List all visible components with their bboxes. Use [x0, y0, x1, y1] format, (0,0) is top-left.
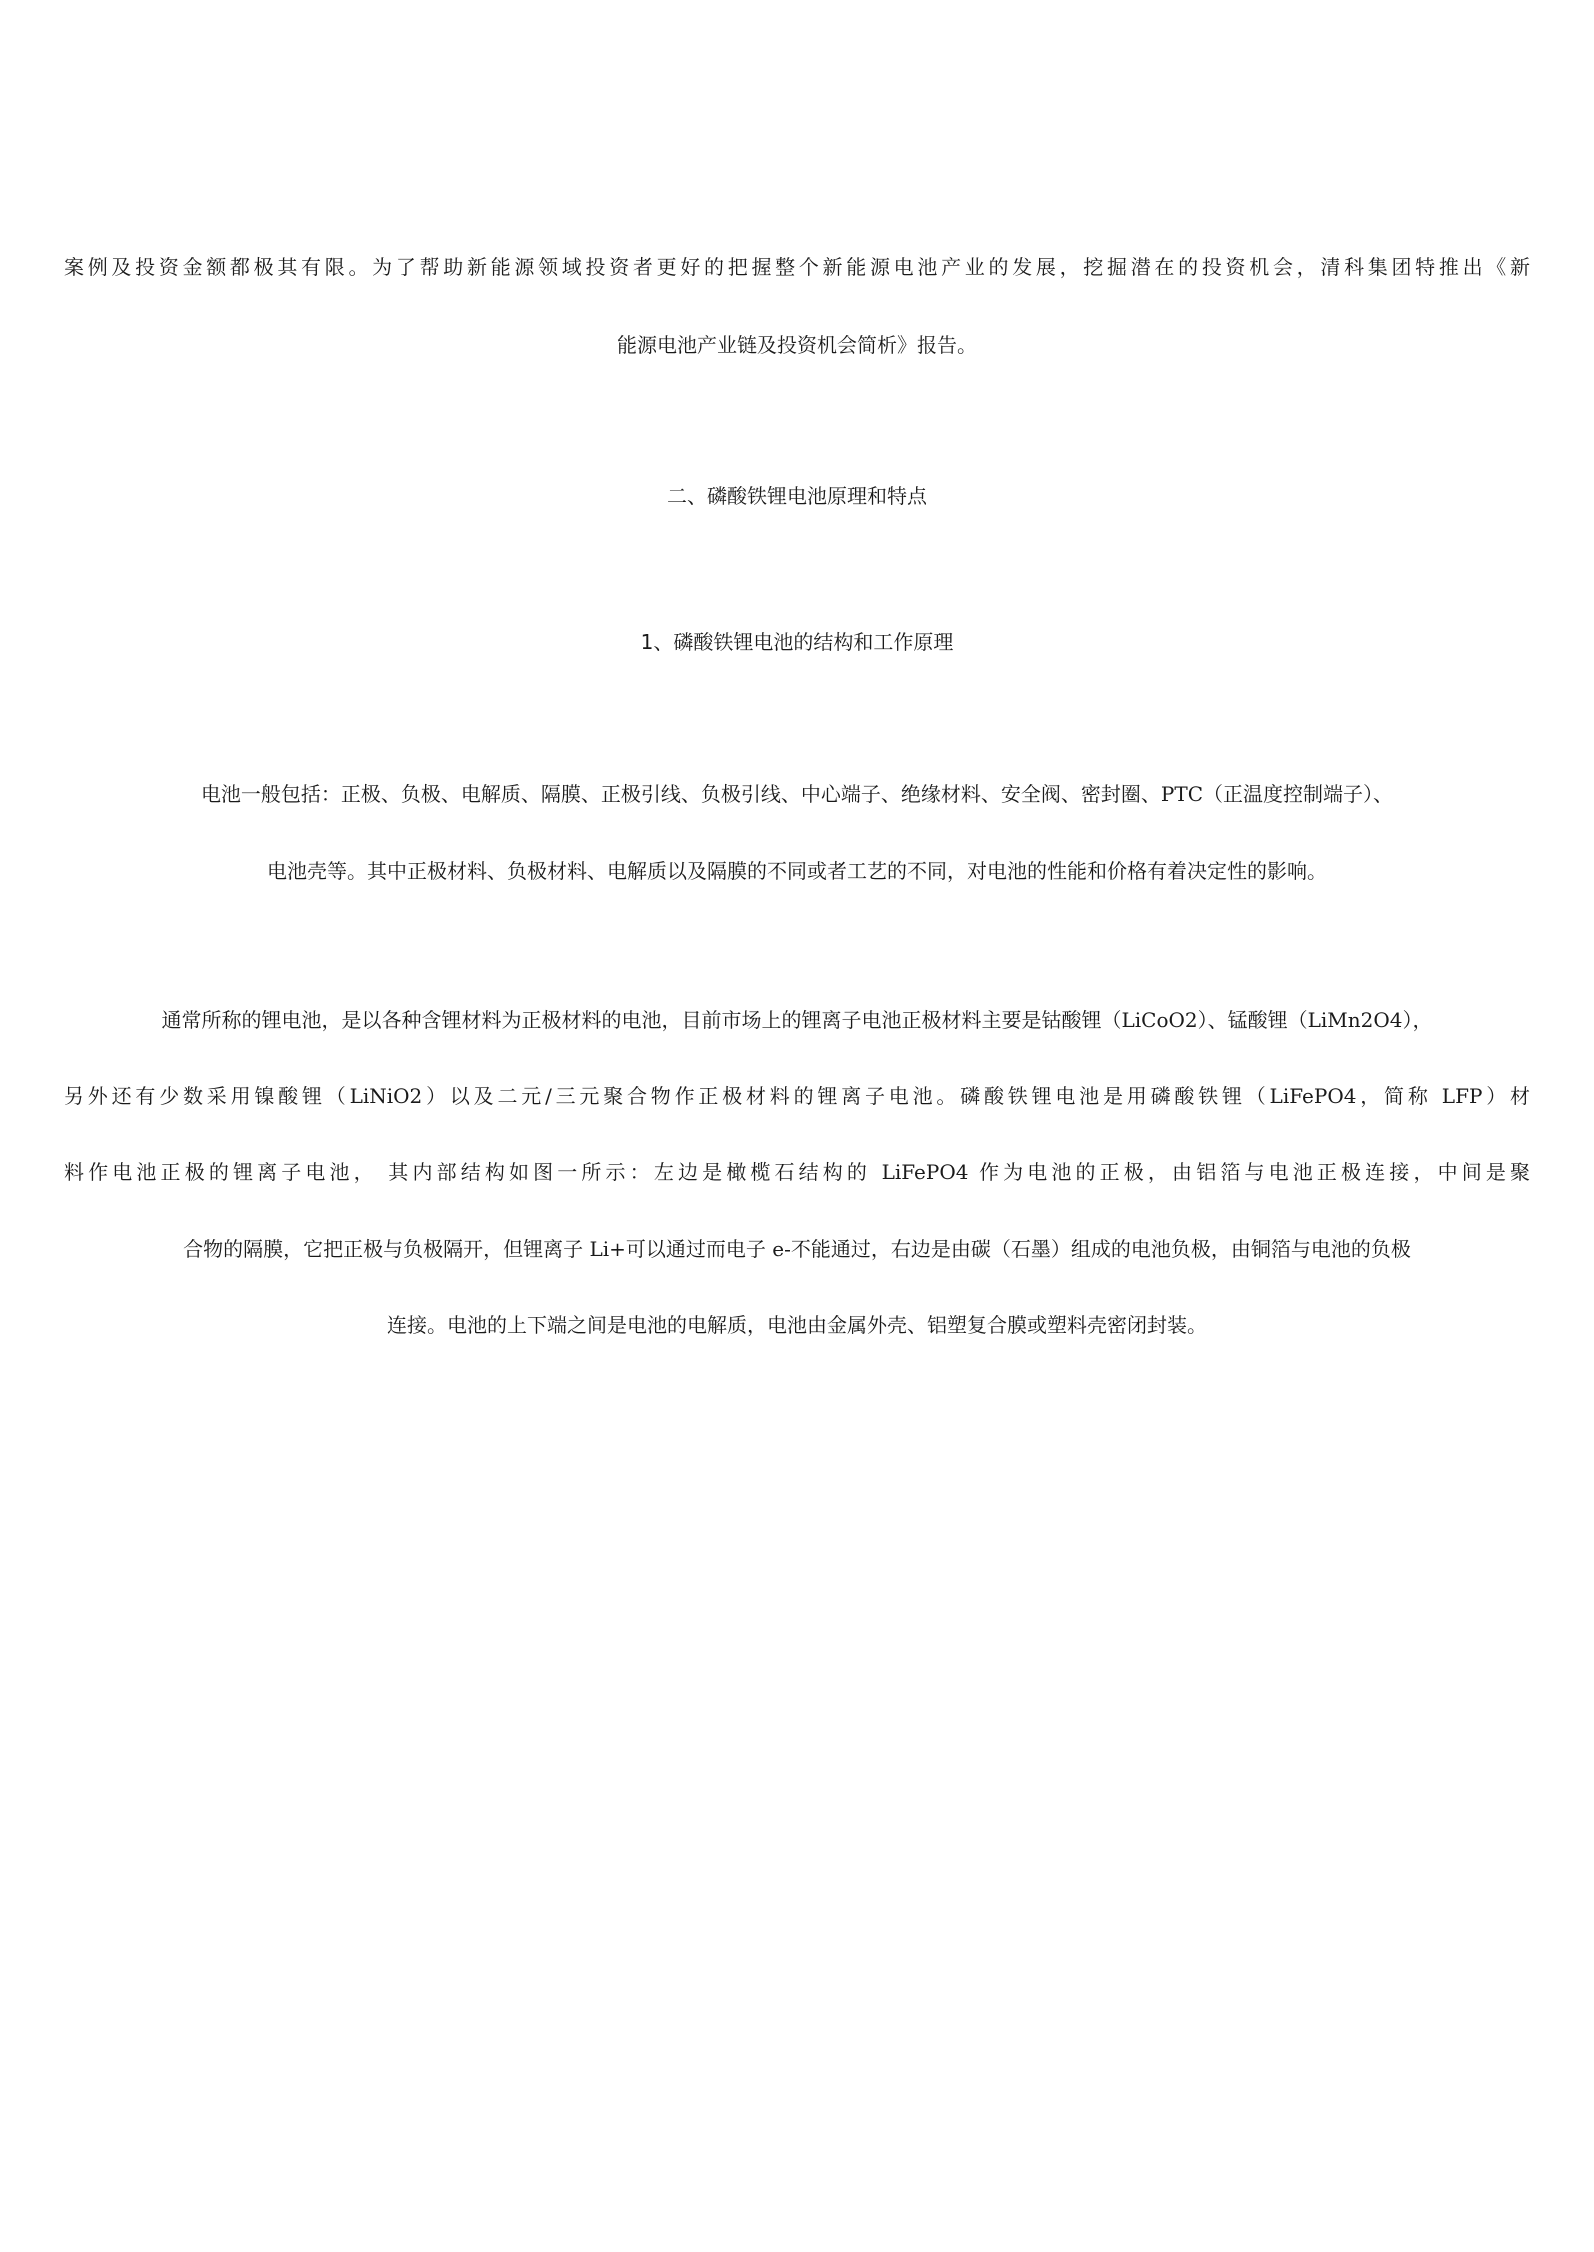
section-heading: 二、磷酸铁锂电池原理和特点 — [667, 484, 927, 508]
para2-line-1: 通常所称的锂电池，是以各种含锂材料为正极材料的电池，目前市场上的锂离子电池正极材料主要是钴酸锂（LiCoO2）、锰酸锂（LiMn2O4）， — [161, 1008, 1433, 1032]
para1-line-1: 电池一般包括：正极、负极、电解质、隔膜、正极引线、负极引线、中心端子、绝缘材料、安全阀、密封圈、PTC（正温度控制端子）、 — [200, 782, 1394, 806]
para2-line-2: 另外还有少数采用镍酸锂（LiNiO2）以及二元/三元聚合物作正极材料的锂离子电池。磷酸铁锂电池是用磷酸铁锂（LiFePO4，简称 LFP）材 — [64, 1084, 1530, 1108]
intro-line-2: 能源电池产业链及投资机会简析》报告。 — [617, 333, 977, 357]
para2-line-5: 连接。电池的上下端之间是电池的电解质，电池由金属外壳、铝塑复合膜或塑料壳密闭封装。 — [387, 1313, 1207, 1337]
para1-line-2: 电池壳等。其中正极材料、负极材料、电解质以及隔膜的不同或者工艺的不同，对电池的性能和价格有着决定性的影响。 — [267, 859, 1327, 883]
para2-line-3: 料作电池正极的锂离子电池， 其内部结构如图一所示：左边是橄榄石结构的 LiFePO4 作为电池的正极，由铝箔与电池正极连接，中间是聚 — [64, 1160, 1530, 1184]
para2-line-4: 合物的隔膜，它把正极与负极隔开，但锂离子 Li+可以通过而电子 e-不能通过，右边是由碳（石墨）组成的电池负极，由铜箔与电池的负极 — [183, 1237, 1411, 1261]
intro-line-1: 案例及投资金额都极其有限。为了帮助新能源领域投资者更好的把握整个新能源电池产业的发展，挖掘潜在的投资机会，清科集团特推出《新 — [64, 255, 1530, 279]
subsection-heading: 1、磷酸铁锂电池的结构和工作原理 — [640, 630, 954, 654]
